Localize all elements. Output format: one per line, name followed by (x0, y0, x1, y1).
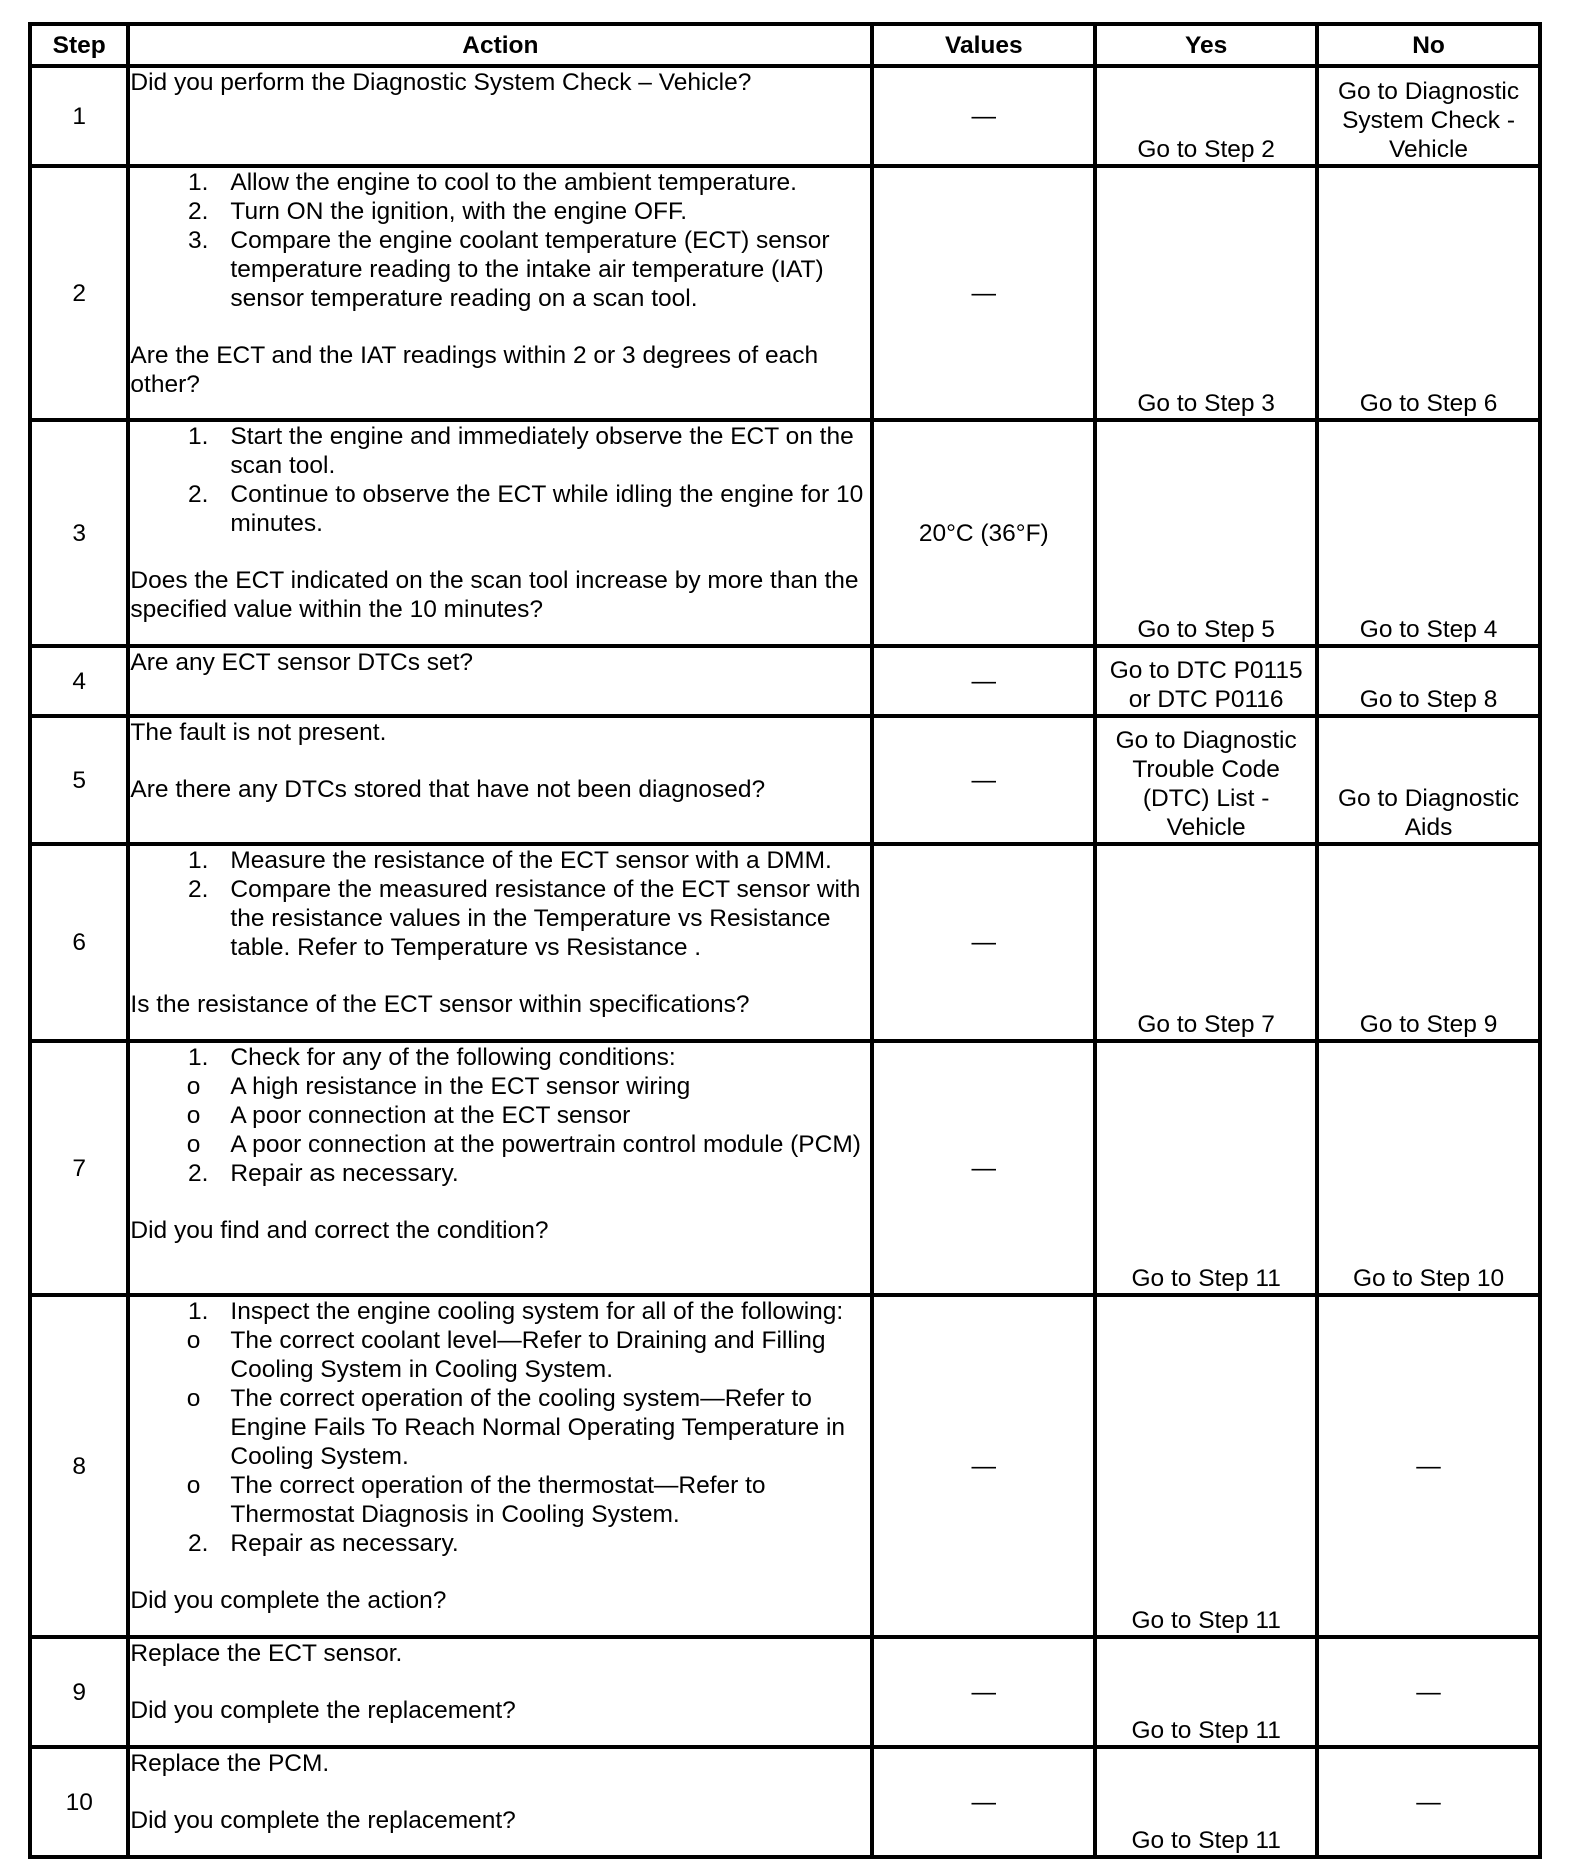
table-row (30, 166, 1540, 420)
yes-link[interactable]: Go to Diagnostic Trouble Code (DTC) List - Vehicle (1115, 727, 1297, 841)
yes-link[interactable]: Go to Step 7 (1137, 1011, 1275, 1038)
no-link[interactable]: Go to Step 9 (1359, 1011, 1498, 1038)
header-values: Values (872, 24, 1095, 66)
sub-item-text: The correct operation of the thermostat—Refer to Thermostat Diagnosis in Cooling System. (230, 1472, 766, 1528)
action-cell (128, 844, 872, 1041)
no-cell: — (1317, 1637, 1540, 1747)
yes-cell (1095, 1637, 1317, 1747)
item-number: 2. (187, 1530, 209, 1557)
item-text: Repair as necessary. (230, 1160, 459, 1187)
header-yes: Yes (1095, 24, 1317, 66)
value-cell: — (872, 1747, 1095, 1857)
step-number: 5 (30, 716, 128, 844)
step-number: 3 (30, 420, 128, 646)
sub-item-text: The correct operation of the cooling system—Refer to Engine Fails To Reach Normal Operating Temperature in Cooling System. (230, 1385, 846, 1470)
action-lead: Replace the PCM. (130, 1750, 330, 1777)
step-number: 2 (30, 166, 128, 420)
yes-cell (1095, 66, 1317, 166)
step-number: 4 (30, 646, 128, 716)
item-number: 2. (187, 198, 209, 225)
no-cell (1317, 1041, 1540, 1295)
value-cell: — (872, 66, 1095, 166)
no-link[interactable]: Go to Step 4 (1359, 616, 1498, 643)
item-number: 2. (187, 876, 209, 903)
action-question: Did you complete the replacement? (130, 1697, 516, 1724)
step-number: 6 (30, 844, 128, 1041)
action-cell (128, 1637, 872, 1747)
value-cell: 20°C (36°F) (872, 420, 1095, 646)
action-question: Did you complete the action? (130, 1587, 447, 1614)
yes-link[interactable]: Go to DTC P0115 or DTC P0116 (1109, 657, 1303, 713)
yes-link[interactable]: Go to Step 11 (1131, 1827, 1281, 1854)
action-steps (130, 846, 870, 962)
table-row (30, 1637, 1540, 1747)
action-lead: Did you perform the Diagnostic System Check – Vehicle? (130, 69, 752, 96)
sub-item-text: A high resistance in the ECT sensor wiring (230, 1073, 691, 1100)
sub-item (186, 1101, 870, 1130)
item-number: 1. (187, 423, 209, 450)
no-link[interactable]: Go to Step 6 (1359, 390, 1498, 417)
item-text: Allow the engine to cool to the ambient temperature. (230, 169, 797, 196)
yes-cell (1095, 420, 1317, 646)
list-item (130, 197, 870, 226)
sub-item-text: The correct coolant level—Refer to Draining and Filling Cooling System in Cooling System. (230, 1327, 826, 1383)
action-question: Is the resistance of the ECT sensor within specifications? (130, 991, 750, 1018)
yes-cell (1095, 646, 1317, 716)
sub-item (186, 1384, 870, 1471)
list-item (130, 875, 870, 962)
action-cell (128, 420, 872, 646)
no-cell (1317, 646, 1540, 716)
bullet-icon: o (186, 1327, 201, 1354)
value-cell: — (872, 1041, 1095, 1295)
action-question: Are the ECT and the IAT readings within 2 or 3 degrees of each other? (130, 342, 819, 398)
step-number: 7 (30, 1041, 128, 1295)
step-number: 8 (30, 1295, 128, 1637)
action-steps (130, 1043, 870, 1188)
sub-item-text: A poor connection at the powertrain control module (PCM) (230, 1131, 861, 1158)
item-number: 2. (187, 481, 209, 508)
sub-list (186, 1072, 870, 1159)
yes-link[interactable]: Go to Step 11 (1131, 1607, 1281, 1634)
action-lead: Are any ECT sensor DTCs set? (130, 649, 474, 676)
item-number: 1. (187, 1044, 209, 1071)
yes-cell (1095, 1295, 1317, 1637)
no-link[interactable]: Go to Diagnostic System Check - Vehicle (1337, 78, 1520, 163)
action-question: Did you find and correct the condition? (130, 1217, 549, 1244)
action-steps (130, 422, 870, 538)
action-question: Are there any DTCs stored that have not been diagnosed? (130, 776, 766, 803)
item-text: Turn ON the ignition, with the engine OFF. (230, 198, 688, 225)
action-cell (128, 66, 872, 166)
yes-link[interactable]: Go to Step 3 (1137, 390, 1275, 417)
list-item (130, 1043, 870, 1159)
table-row (30, 844, 1540, 1041)
step-number: 9 (30, 1637, 128, 1747)
action-cell (128, 716, 872, 844)
bullet-icon: o (186, 1472, 201, 1499)
list-item (130, 1297, 870, 1529)
list-item (130, 480, 870, 538)
action-cell (128, 646, 872, 716)
sub-item-text: A poor connection at the ECT sensor (230, 1102, 631, 1129)
no-cell: — (1317, 1747, 1540, 1857)
action-cell (128, 1295, 872, 1637)
action-question: Did you complete the replacement? (130, 1807, 516, 1834)
action-cell (128, 166, 872, 420)
list-item (130, 846, 870, 875)
action-lead: The fault is not present. (130, 719, 387, 746)
item-text: Start the engine and immediately observe the ECT on the scan tool. (230, 423, 854, 479)
action-cell (128, 1747, 872, 1857)
header-no: No (1317, 24, 1540, 66)
item-number: 1. (187, 169, 209, 196)
item-text: Repair as necessary. (230, 1530, 459, 1557)
bullet-icon: o (186, 1102, 201, 1129)
no-cell (1317, 844, 1540, 1041)
header-action: Action (128, 24, 872, 66)
bullet-icon: o (186, 1131, 201, 1158)
table-row (30, 1041, 1540, 1295)
no-link[interactable]: Go to Step 8 (1359, 686, 1498, 713)
item-text: Measure the resistance of the ECT sensor with a DMM. (230, 847, 832, 874)
step-number: 10 (30, 1747, 128, 1857)
yes-link[interactable]: Go to Step 11 (1131, 1717, 1281, 1744)
yes-cell (1095, 1041, 1317, 1295)
value-cell: — (872, 646, 1095, 716)
table-row (30, 420, 1540, 646)
item-text: Check for any of the following conditions: (230, 1044, 676, 1071)
no-cell (1317, 166, 1540, 420)
yes-cell (1095, 844, 1317, 1041)
action-steps (130, 1297, 870, 1558)
diagnostic-table (28, 22, 1542, 1859)
item-number: 1. (187, 847, 209, 874)
no-cell: — (1317, 1295, 1540, 1637)
no-link[interactable]: Go to Diagnostic Aids (1337, 785, 1520, 841)
step-number: 1 (30, 66, 128, 166)
yes-cell (1095, 716, 1317, 844)
sub-item (186, 1130, 870, 1159)
action-question: Does the ECT indicated on the scan tool increase by more than the specified value within the 10 minutes? (130, 567, 859, 623)
list-item (130, 1159, 870, 1188)
bullet-icon: o (186, 1385, 201, 1412)
bullet-icon: o (186, 1073, 201, 1100)
action-steps (130, 168, 870, 313)
sub-item (186, 1072, 870, 1101)
yes-link[interactable]: Go to Step 5 (1137, 616, 1275, 643)
no-cell (1317, 716, 1540, 844)
sub-item (186, 1326, 870, 1384)
no-cell (1317, 420, 1540, 646)
list-item (130, 422, 870, 480)
item-text: Compare the measured resistance of the ECT sensor with the resistance values in the Temperature vs Resistance table. Refer to Temperature vs Resistance . (230, 876, 861, 961)
item-number: 2. (187, 1160, 209, 1187)
table-row (30, 1747, 1540, 1857)
item-text: Compare the engine coolant temperature (ECT) sensor temperature reading to the intake air temperature (IAT) sensor temperature reading on a scan tool. (230, 227, 830, 312)
sub-item (186, 1471, 870, 1529)
item-text: Continue to observe the ECT while idling the engine for 10 minutes. (230, 481, 864, 537)
item-number: 1. (187, 1298, 209, 1325)
no-link[interactable]: Go to Step 10 (1352, 1265, 1505, 1292)
yes-cell (1095, 166, 1317, 420)
header-step: Step (30, 24, 128, 66)
header-row (30, 24, 1540, 66)
item-number: 3. (187, 227, 209, 254)
sub-list (186, 1326, 870, 1529)
table-row (30, 646, 1540, 716)
value-cell: — (872, 844, 1095, 1041)
value-cell: — (872, 716, 1095, 844)
table-row (30, 66, 1540, 166)
table-row (30, 1295, 1540, 1637)
list-item (130, 226, 870, 313)
yes-cell (1095, 1747, 1317, 1857)
action-lead: Replace the ECT sensor. (130, 1640, 403, 1667)
action-cell (128, 1041, 872, 1295)
table-row (30, 716, 1540, 844)
value-cell: — (872, 1637, 1095, 1747)
no-cell (1317, 66, 1540, 166)
yes-link[interactable]: Go to Step 2 (1137, 136, 1275, 163)
list-item (130, 168, 870, 197)
item-text: Inspect the engine cooling system for all of the following: (230, 1298, 844, 1325)
yes-link[interactable]: Go to Step 11 (1131, 1265, 1281, 1292)
value-cell: — (872, 166, 1095, 420)
value-cell: — (872, 1295, 1095, 1637)
list-item (130, 1529, 870, 1558)
